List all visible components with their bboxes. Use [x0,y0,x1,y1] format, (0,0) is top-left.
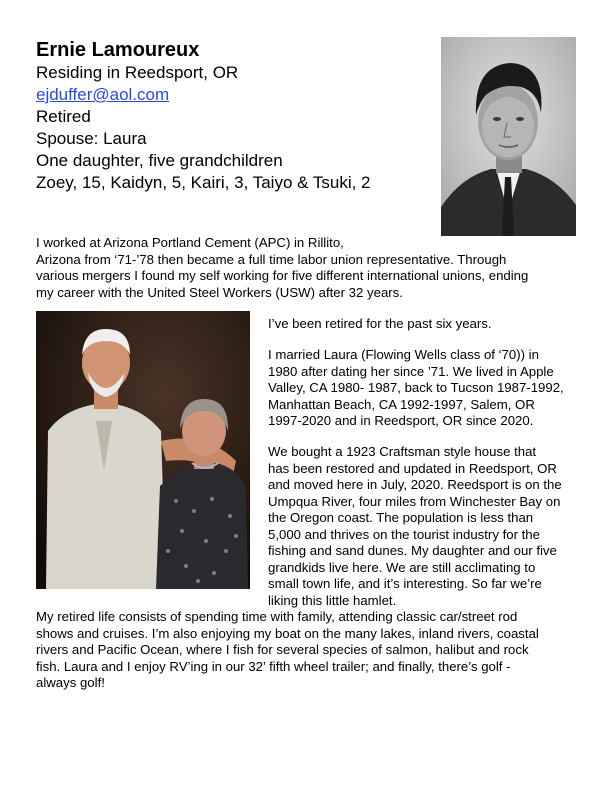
text-line: I married Laura (Flowing Wells class of ‘70)) in [268,347,539,362]
text-line: liking this little hamlet. [268,592,397,608]
spouse: Spouse: Laura [36,129,147,148]
text-line: fish. Laura and I enjoy RV’ing in our 32’ fifth wheel trailer; and finally, there’s golf - [36,658,511,674]
text-line: fishing and sand dunes. My daughter and our five [268,543,557,558]
text-line: 5,000 and thrives on the tourist industry for the [268,526,540,542]
person-name: Ernie Lamoureux [36,39,200,61]
text-line: I worked at Arizona Portland Cement (APC) in Rillito, [36,235,344,250]
text-line: We bought a 1923 Craftsman style house that [268,444,537,459]
text-line: 1980 after dating her since ’71. We lived in Apple [268,363,554,379]
status: Retired [36,107,91,126]
residence: Residing in Reedsport, OR [36,63,239,82]
text-line: small town life, and it’s interesting. So far we’re [268,576,542,591]
text-line: always golf! [36,675,105,690]
paragraph-retired [268,316,578,333]
paragraph-career [36,235,576,301]
text-line: Umpqua River, four miles from Winchester Bay on [268,493,561,509]
paragraph-marriage [268,347,578,430]
profile-header [36,38,436,194]
text-line: 1997-2020 and in Reedsport, OR since 2020. [268,413,534,428]
text-line: grandkids live here. We are still acclimating to [268,559,536,575]
text-line: various mergers I found my self working for five different international unions, ending [36,268,529,283]
text-line: the Oregon coast. The population is less than [268,510,534,525]
text-line: Valley, CA 1980- 1987, back to Tucson 1987-1992, [268,380,564,395]
text-line: I’ve been retired for the past six years. [268,316,492,331]
text-line: Arizona from ‘71-’78 then became a full time labor union representative. Through [36,251,507,267]
text-line: my career with the United Steel Workers (USW) after 32 years. [36,284,403,300]
text-line: Manhattan Beach, CA 1992-1997, Salem, OR [268,396,535,412]
text-line: and moved here in July, 2020. Reedsport is on the [268,477,562,492]
children: One daughter, five grandchildren [36,151,283,170]
email-link[interactable]: ejduffer@aol.com [36,85,170,104]
yearbook-portrait-photo [441,37,576,236]
paragraph-house [268,444,578,609]
grandchildren: Zoey, 15, Kaidyn, 5, Kairi, 3, Taiyo & Tsuki, 2 [36,173,371,192]
text-line: has been restored and updated in Reedsport, OR [268,460,557,476]
text-line: shows and cruises. I’m also enjoying my boat on the many lakes, inland rivers, coastal [36,625,539,641]
paragraph-retired-life [36,609,576,692]
text-line: My retired life consists of spending time with family, attending classic car/street rod [36,609,518,624]
couple-photo [36,311,250,589]
text-line: rivers and Pacific Ocean, where I fish for several species of salmon, halibut and rock [36,642,529,657]
